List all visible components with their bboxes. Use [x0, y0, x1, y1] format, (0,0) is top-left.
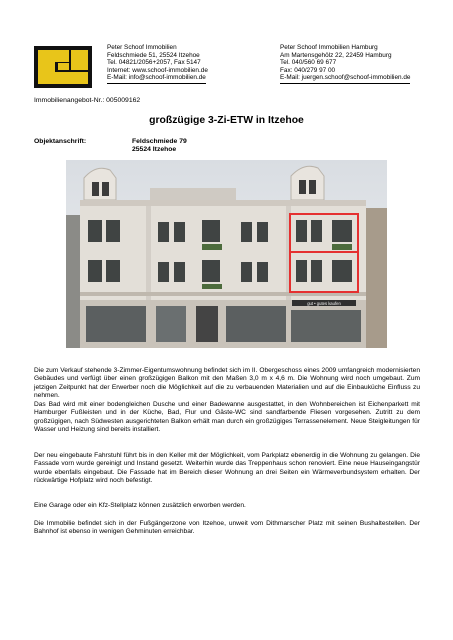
building-photo — [66, 160, 387, 348]
company-address: Am Martensgehölz 22, 22459 Hamburg — [280, 51, 392, 59]
contact-hamburg — [280, 44, 430, 84]
company-name: Peter Schoof Immobilien — [107, 44, 177, 51]
description-paragraph: Das Bad wird mit einer bodengleichen Dusche und einer Badewanne ausgestattet, in den Wohnbereichen ist Eichenparkett mit Hamburger Fußleisten und in der Küche, Bad, Flur und Gäste-WC sind sandfarbende Fliesen vorgesehen. Zutritt zu dem großzügigen, nach Südwesten ausgerichteten Balkon erhält man durch ein großzügiges Terrassenelement. Neue Steigleitungen für Wasser und Heizung sind bereits installiert. — [34, 401, 420, 433]
company-name: Peter Schoof Immobilien Hamburg — [280, 44, 378, 51]
offer-number: Immobilienangebot-Nr.: 005009162 — [34, 97, 141, 104]
description-paragraph: Die zum Verkauf stehende 3-Zimmer-Eigentumswohnung befindet sich im II. Obergeschoss eines 2009 umfangreich modernisierten Gebäudes und verfügt über einen großzügigen Balkon mit den Maßen 3,0 m x 4,6 m. Die Wohnung wird noch umgebaut. Zum jetzigen Zeitpunkt hat der Erwerber noch die Möglichkeit auf die zu verbauenden Materialien und auf die Einbauküche Einfluss zu nehmen. — [34, 367, 420, 399]
company-phone: Tel. 040/560 69 677 — [280, 59, 337, 67]
description-paragraph: Eine Garage oder ein Kfz-Stellplatz können zusätzlich erworben werden. — [34, 502, 246, 509]
address-city: 25524 Itzehoe — [132, 146, 177, 154]
company-email[interactable]: E-Mail: info@schoof-immobilien.de — [107, 74, 206, 84]
company-email[interactable]: E-Mail: juergen.schoof@schoof-immobilien.de — [280, 74, 410, 84]
company-fax: Fax: 040/279 97 00 — [280, 66, 336, 74]
address-label: Objektanschrift: — [34, 138, 87, 145]
company-logo — [34, 46, 92, 88]
company-website[interactable]: Internet: www.schoof-immobilien.de — [107, 66, 208, 74]
contact-hamburg-left — [107, 44, 267, 84]
description-paragraph: Die Immobilie befindet sich in der Fußgängerzone von Itzehoe, unweit vom Dithmarscher Platz mit seinen Bushaltestellen. Der Bahnhof ist ebenso in wenigen Gehminuten erreichbar. — [34, 520, 420, 536]
description-paragraph: Der neu eingebaute Fahrstuhl führt bis in den Keller mit der Möglichkeit, vom Parkplatz ebenerdig in die Wohnung zu gelangen. Die Fassade vorn wurde gereinigt und Instand gesetzt. Weiterhin wurde das Treppenhaus schon renoviert. Eine neue Hauseingangstür wurde ebenfalls eingebaut. Die Fassade hat im Bereich dieser Wohnung an drei Seiten ein Wärmeverbundsystem erhalten. Der rückwärtige Hofplatz wird noch befestigt. — [34, 452, 420, 484]
company-phone: Tel. 04821/2056+2057, Fax 5147 — [107, 59, 201, 67]
company-address: Feldschmiede 51, 25524 Itzehoe — [107, 51, 200, 59]
page-title: großzügige 3-Zi-ETW in Itzehoe — [149, 115, 304, 126]
address-value — [132, 138, 187, 155]
shop-sign: gut • gutes kaufen — [307, 301, 341, 306]
address-street: Feldschmiede 79 — [132, 138, 187, 145]
